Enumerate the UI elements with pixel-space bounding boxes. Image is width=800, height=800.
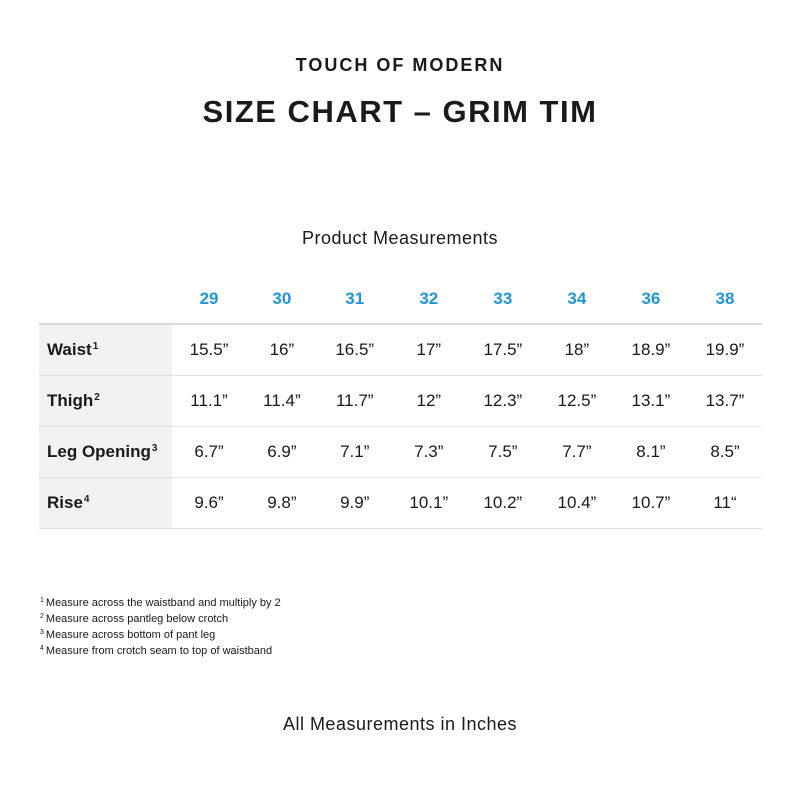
table-cell: 12.5”	[540, 376, 614, 427]
table-row-waist	[39, 324, 762, 376]
size-header-cell: 36	[614, 274, 688, 324]
row-label-text: Waist	[47, 340, 92, 359]
footnote-marker: 1	[92, 341, 99, 352]
footnote-4	[40, 642, 281, 658]
table-cell: 13.7”	[688, 376, 762, 427]
table-cell: 9.6”	[172, 478, 246, 529]
row-label-text: Thigh	[47, 391, 94, 410]
table-cell: 10.2”	[466, 478, 540, 529]
table-cell: 7.1”	[318, 427, 392, 478]
footnotes	[40, 594, 281, 658]
table-row-leg-opening	[39, 427, 762, 478]
table-cell: 12.3”	[466, 376, 540, 427]
page-title: SIZE CHART – GRIM TIM	[202, 94, 598, 129]
table-cell: 16”	[246, 324, 318, 376]
footnote-marker: 2	[94, 392, 100, 403]
row-label-thigh	[39, 376, 172, 427]
footnote-1	[40, 594, 281, 610]
size-header-cell: 34	[540, 274, 614, 324]
row-label-rise	[39, 478, 172, 529]
table-cell: 10.7”	[614, 478, 688, 529]
table-cell: 7.7”	[540, 427, 614, 478]
table-cell: 7.3”	[392, 427, 466, 478]
table-cell: 12”	[392, 376, 466, 427]
row-label-text: Rise	[47, 493, 83, 512]
footnote-text: Measure from crotch seam to top of waistband	[45, 645, 273, 657]
footnote-text: Measure across the waistband and multiply by 2	[45, 597, 281, 609]
size-header-cell: 31	[318, 274, 392, 324]
table-cell: 13.1”	[614, 376, 688, 427]
table-cell: 7.5”	[466, 427, 540, 478]
table-row-rise	[39, 478, 762, 529]
table-cell: 9.9”	[318, 478, 392, 529]
footnote-number: 2	[40, 613, 44, 620]
row-label-leg-opening	[39, 427, 172, 478]
table-cell: 17.5”	[466, 324, 540, 376]
table-cell: 18.9”	[614, 324, 688, 376]
size-chart-table	[39, 274, 762, 529]
size-header-cell: 29	[172, 274, 246, 324]
footnote-2	[40, 610, 281, 626]
footnote-number: 4	[40, 645, 44, 652]
footnote-number: 1	[40, 597, 44, 604]
row-label-text: Leg Opening	[47, 442, 151, 461]
table-subtitle: Product Measurements	[301, 228, 499, 248]
table-cell: 8.1”	[614, 427, 688, 478]
units-note: All Measurements in Inches	[282, 714, 518, 734]
table-cell: 11.1”	[172, 376, 246, 427]
table-cell: 19.9”	[688, 324, 762, 376]
table-cell: 16.5”	[318, 324, 392, 376]
size-header-cell: 33	[466, 274, 540, 324]
size-header-cell: 32	[392, 274, 466, 324]
table-cell: 18”	[540, 324, 614, 376]
table-cell: 11.4”	[246, 376, 318, 427]
size-header-cell: 30	[246, 274, 318, 324]
table-cell: 8.5”	[688, 427, 762, 478]
footnote-number: 3	[40, 629, 44, 636]
header-corner-cell	[39, 274, 172, 324]
table-cell: 11.7”	[318, 376, 392, 427]
table-cell: 6.7”	[172, 427, 246, 478]
size-header-row	[39, 274, 762, 324]
footnote-text: Measure across bottom of pant leg	[45, 629, 216, 641]
table-cell: 15.5”	[172, 324, 246, 376]
table-cell: 6.9”	[246, 427, 318, 478]
table-cell: 10.4”	[540, 478, 614, 529]
footnote-marker: 4	[83, 494, 90, 505]
footnote-3	[40, 626, 281, 642]
table-cell: 17”	[392, 324, 466, 376]
table-cell: 11“	[688, 478, 762, 529]
table-row-thigh	[39, 376, 762, 427]
footnote-text: Measure across pantleg below crotch	[45, 613, 229, 625]
table-cell: 10.1”	[392, 478, 466, 529]
footnote-marker: 3	[151, 443, 158, 454]
row-label-waist	[39, 324, 172, 376]
brand-logo: TOUCH OF MODERN	[295, 55, 505, 75]
size-header-cell: 38	[688, 274, 762, 324]
table-cell: 9.8”	[246, 478, 318, 529]
